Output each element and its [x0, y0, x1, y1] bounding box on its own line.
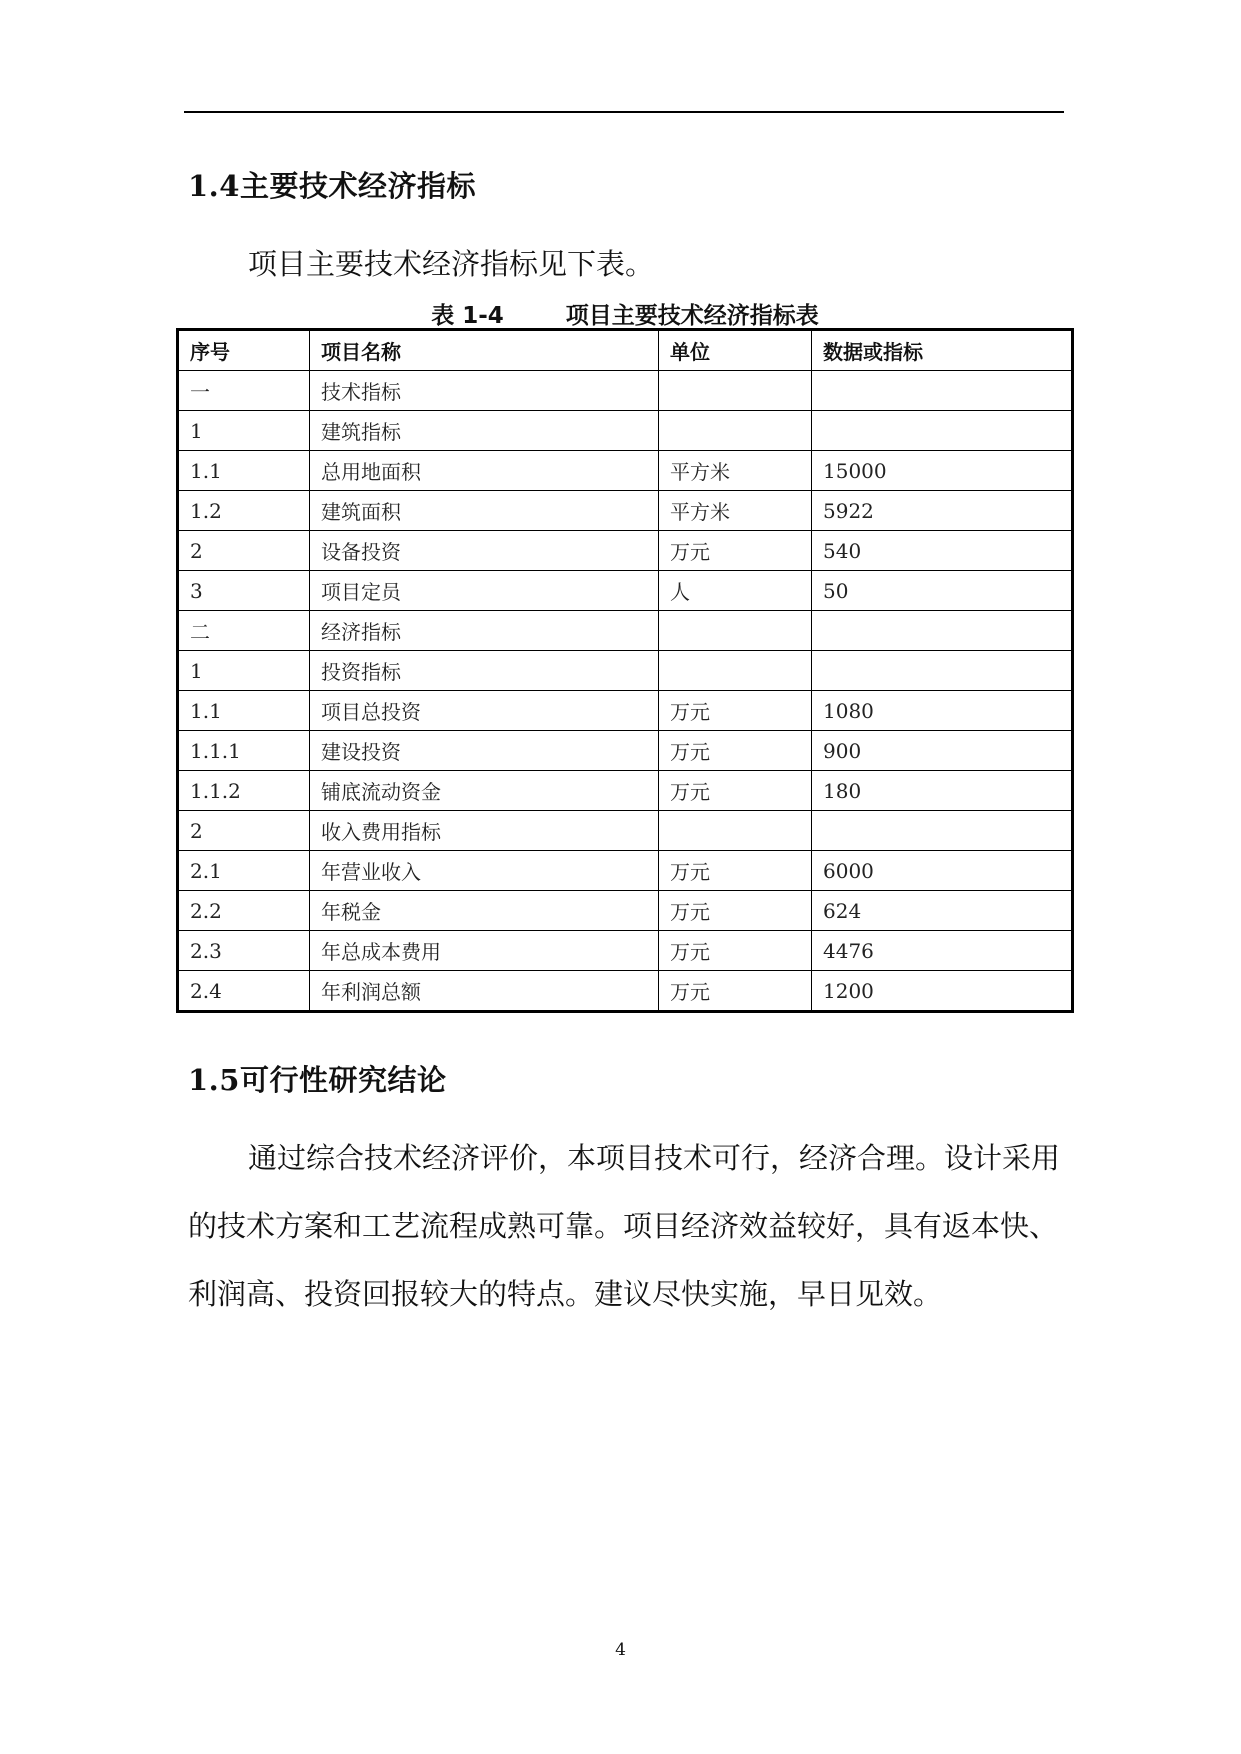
header-cell-unit: 单位 — [659, 330, 812, 371]
cell-item-name: 总用地面积 — [310, 451, 659, 491]
cell-value: 900 — [812, 731, 1073, 771]
cell-item-name: 投资指标 — [310, 651, 659, 691]
cell-value: 180 — [812, 771, 1073, 811]
cell-item-name: 年利润总额 — [310, 971, 659, 1012]
cell-unit: 万元 — [659, 971, 812, 1012]
cell-value — [812, 411, 1073, 451]
header-cell-item-name: 项目名称 — [310, 330, 659, 371]
section-heading-1-5: 1.5可行性研究结论 — [188, 1063, 447, 1097]
table-caption — [176, 297, 1074, 330]
cell-item-name: 建筑指标 — [310, 411, 659, 451]
cell-index: 2 — [178, 811, 310, 851]
cell-unit: 人 — [659, 571, 812, 611]
cell-value: 624 — [812, 891, 1073, 931]
cell-index: 2.1 — [178, 851, 310, 891]
cell-unit: 万元 — [659, 531, 812, 571]
cell-value: 1200 — [812, 971, 1073, 1012]
cell-item-name: 收入费用指标 — [310, 811, 659, 851]
cell-item-name: 铺底流动资金 — [310, 771, 659, 811]
cell-value: 4476 — [812, 931, 1073, 971]
table-row — [178, 851, 1073, 891]
cell-index: 2 — [178, 531, 310, 571]
cell-value: 1080 — [812, 691, 1073, 731]
cell-value: 540 — [812, 531, 1073, 571]
cell-index: 2.4 — [178, 971, 310, 1012]
table-row — [178, 371, 1073, 411]
cell-unit — [659, 811, 812, 851]
cell-unit — [659, 611, 812, 651]
cell-value — [812, 811, 1073, 851]
conclusion-paragraph — [188, 1124, 1068, 1328]
cell-index: 1 — [178, 411, 310, 451]
table-row — [178, 771, 1073, 811]
cell-unit: 平方米 — [659, 491, 812, 531]
section-heading-1-4: 1.4主要技术经济指标 — [188, 169, 476, 203]
table-row — [178, 931, 1073, 971]
table-row — [178, 651, 1073, 691]
table-row — [178, 411, 1073, 451]
cell-index: 1 — [178, 651, 310, 691]
cell-unit: 万元 — [659, 771, 812, 811]
cell-item-name: 项目总投资 — [310, 691, 659, 731]
table-row — [178, 891, 1073, 931]
table-row — [178, 571, 1073, 611]
cell-item-name: 建设投资 — [310, 731, 659, 771]
table-row — [178, 971, 1073, 1012]
cell-value: 5922 — [812, 491, 1073, 531]
cell-item-name: 建筑面积 — [310, 491, 659, 531]
cell-unit — [659, 651, 812, 691]
table-row — [178, 731, 1073, 771]
cell-value — [812, 371, 1073, 411]
cell-unit: 万元 — [659, 931, 812, 971]
table-row — [178, 811, 1073, 851]
cell-item-name: 技术指标 — [310, 371, 659, 411]
table-caption-title: 项目主要技术经济指标表 — [565, 303, 819, 329]
cell-index: 1.1 — [178, 691, 310, 731]
cell-unit: 万元 — [659, 851, 812, 891]
cell-unit: 万元 — [659, 891, 812, 931]
cell-index: 二 — [178, 611, 310, 651]
page-number: 4 — [615, 1640, 626, 1660]
header-cell-value: 数据或指标 — [812, 330, 1073, 371]
table-row — [178, 451, 1073, 491]
cell-index: 2.2 — [178, 891, 310, 931]
paragraph-line: 利润高、投资回报较大的特点。建议尽快实施，早日见效。 — [188, 1277, 943, 1311]
cell-unit: 平方米 — [659, 451, 812, 491]
cell-index: 3 — [178, 571, 310, 611]
metrics-table — [176, 328, 1074, 1013]
cell-index: 2.3 — [178, 931, 310, 971]
cell-item-name: 年总成本费用 — [310, 931, 659, 971]
cell-value: 50 — [812, 571, 1073, 611]
cell-index: 1.2 — [178, 491, 310, 531]
cell-value: 15000 — [812, 451, 1073, 491]
cell-index: 1.1.2 — [178, 771, 310, 811]
header-cell-index: 序号 — [178, 330, 310, 371]
table-caption-number: 表 1-4 — [431, 303, 504, 329]
paragraph-line: 通过综合技术经济评价，本项目技术可行，经济合理。设计采用 — [248, 1141, 1061, 1175]
cell-unit — [659, 371, 812, 411]
cell-index: 1.1 — [178, 451, 310, 491]
table-row — [178, 691, 1073, 731]
cell-unit: 万元 — [659, 731, 812, 771]
cell-item-name: 年营业收入 — [310, 851, 659, 891]
cell-value: 6000 — [812, 851, 1073, 891]
header-rule — [184, 111, 1064, 113]
cell-item-name: 年税金 — [310, 891, 659, 931]
table-row — [178, 491, 1073, 531]
table-row — [178, 531, 1073, 571]
table-row — [178, 611, 1073, 651]
cell-value — [812, 611, 1073, 651]
cell-value — [812, 651, 1073, 691]
cell-index: 一 — [178, 371, 310, 411]
paragraph-line: 的技术方案和工艺流程成熟可靠。项目经济效益较好，具有返本快、 — [188, 1209, 1059, 1243]
cell-index: 1.1.1 — [178, 731, 310, 771]
cell-item-name: 经济指标 — [310, 611, 659, 651]
cell-item-name: 设备投资 — [310, 531, 659, 571]
intro-paragraph: 项目主要技术经济指标见下表。 — [248, 247, 655, 281]
cell-item-name: 项目定员 — [310, 571, 659, 611]
cell-unit: 万元 — [659, 691, 812, 731]
cell-unit — [659, 411, 812, 451]
table-header-row — [178, 330, 1073, 371]
